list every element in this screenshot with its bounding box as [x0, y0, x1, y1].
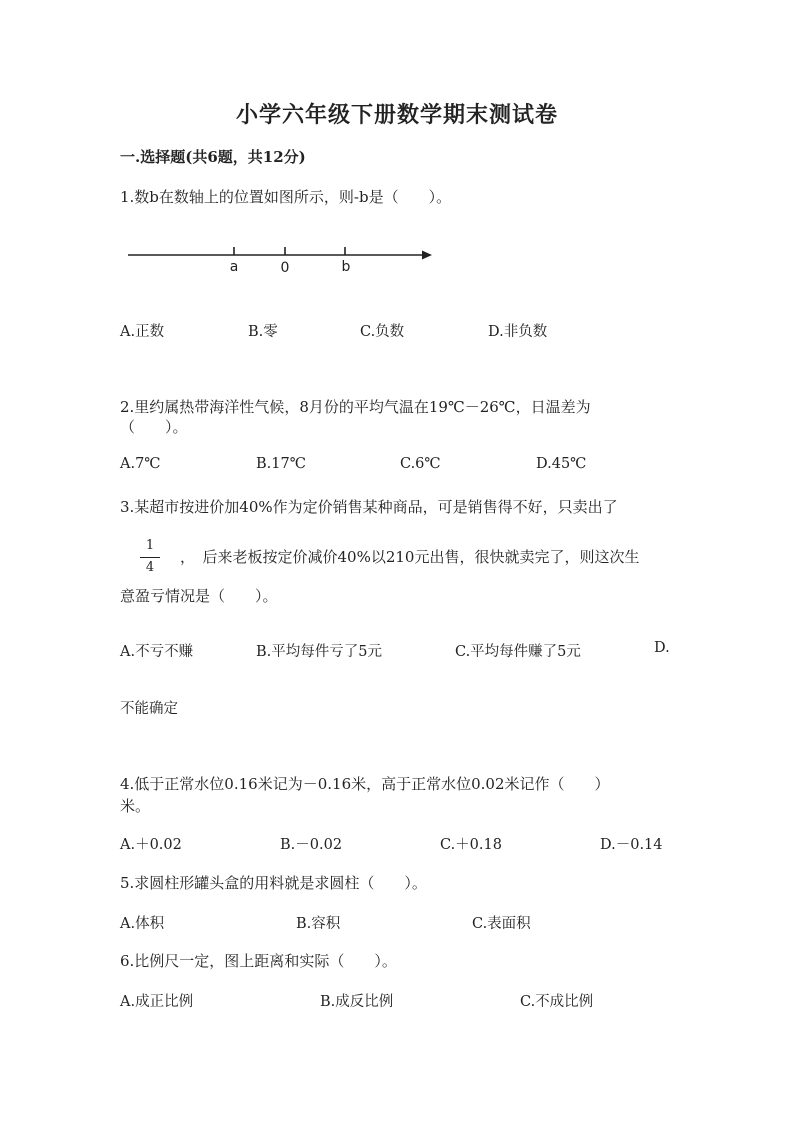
- question-2-line-1: 2.里约属热带海洋性气候，8月份的平均气温在19℃－26℃，日温差为: [120, 398, 591, 416]
- q5-option-b[interactable]: B.容积: [296, 916, 341, 932]
- q1-option-c[interactable]: C.负数: [360, 324, 405, 340]
- question-3-line-3: 意盈亏情况是（ ）。: [120, 587, 278, 605]
- q2-option-d[interactable]: D.45℃: [536, 456, 587, 472]
- axis-label-a: a: [229, 259, 239, 275]
- q3-option-d-continued[interactable]: 不能确定: [120, 701, 178, 717]
- page-title: 小学六年级下册数学期末测试卷: [235, 102, 558, 128]
- question-2-line-2: （ ）。: [120, 418, 188, 436]
- q6-option-a[interactable]: A.成正比例: [120, 994, 194, 1010]
- q1-option-d[interactable]: D.非负数: [488, 324, 548, 340]
- q6-option-b[interactable]: B.成反比例: [320, 994, 394, 1010]
- q1-option-a[interactable]: A.正数: [120, 324, 165, 340]
- q5-option-c[interactable]: C.表面积: [472, 916, 531, 932]
- q2-option-c[interactable]: C.6℃: [400, 456, 441, 472]
- question-4-line-2: 米。: [120, 797, 151, 815]
- number-line-arrow: [422, 251, 432, 260]
- q3-option-d[interactable]: D.: [654, 640, 670, 656]
- question-4-line-1: 4.低于正常水位0.16米记为－0.16米，高于正常水位0.02米记作（ ）: [120, 775, 610, 793]
- q4-option-b[interactable]: B.－0.02: [280, 837, 343, 853]
- q2-option-a[interactable]: A.7℃: [120, 456, 161, 472]
- fraction-bar: [140, 557, 160, 558]
- question-3-line-2: ， 后来老板按定价减价40%以210元出售，很快就卖完了，则这次生: [180, 548, 640, 566]
- q3-option-c[interactable]: C.平均每件赚了5元: [455, 644, 581, 660]
- section-heading: 一.选择题(共6题，共12分): [120, 148, 306, 166]
- question-3-line-1: 3.某超市按进价加40%作为定价销售某种商品，可是销售得不好，只卖出了: [120, 498, 618, 516]
- axis-label-b: b: [341, 259, 351, 275]
- q4-option-a[interactable]: A.＋0.02: [120, 837, 182, 853]
- q5-option-a[interactable]: A.体积: [120, 916, 165, 932]
- q4-option-d[interactable]: D.－0.14: [600, 837, 663, 853]
- q2-option-b[interactable]: B.17℃: [256, 456, 306, 472]
- fraction-numerator: 1: [145, 538, 155, 553]
- number-line-figure: [120, 240, 440, 280]
- q4-option-c[interactable]: C.＋0.18: [440, 837, 502, 853]
- q6-option-c[interactable]: C.不成比例: [520, 994, 594, 1010]
- question-5-text: 5.求圆柱形罐头盒的用料就是求圆柱（ ）。: [120, 874, 427, 892]
- q3-option-a[interactable]: A.不亏不赚: [120, 644, 194, 660]
- fraction-one-quarter: [140, 538, 160, 576]
- q3-option-b[interactable]: B.平均每件亏了5元: [256, 644, 382, 660]
- fraction-denominator: 4: [145, 560, 155, 575]
- axis-label-zero: 0: [280, 260, 290, 276]
- question-6-text: 6.比例尺一定，图上距离和实际（ ）。: [120, 952, 397, 970]
- question-1-text: 1.数b在数轴上的位置如图所示，则-b是（ ）。: [120, 188, 452, 206]
- q1-option-b[interactable]: B.零: [248, 324, 278, 340]
